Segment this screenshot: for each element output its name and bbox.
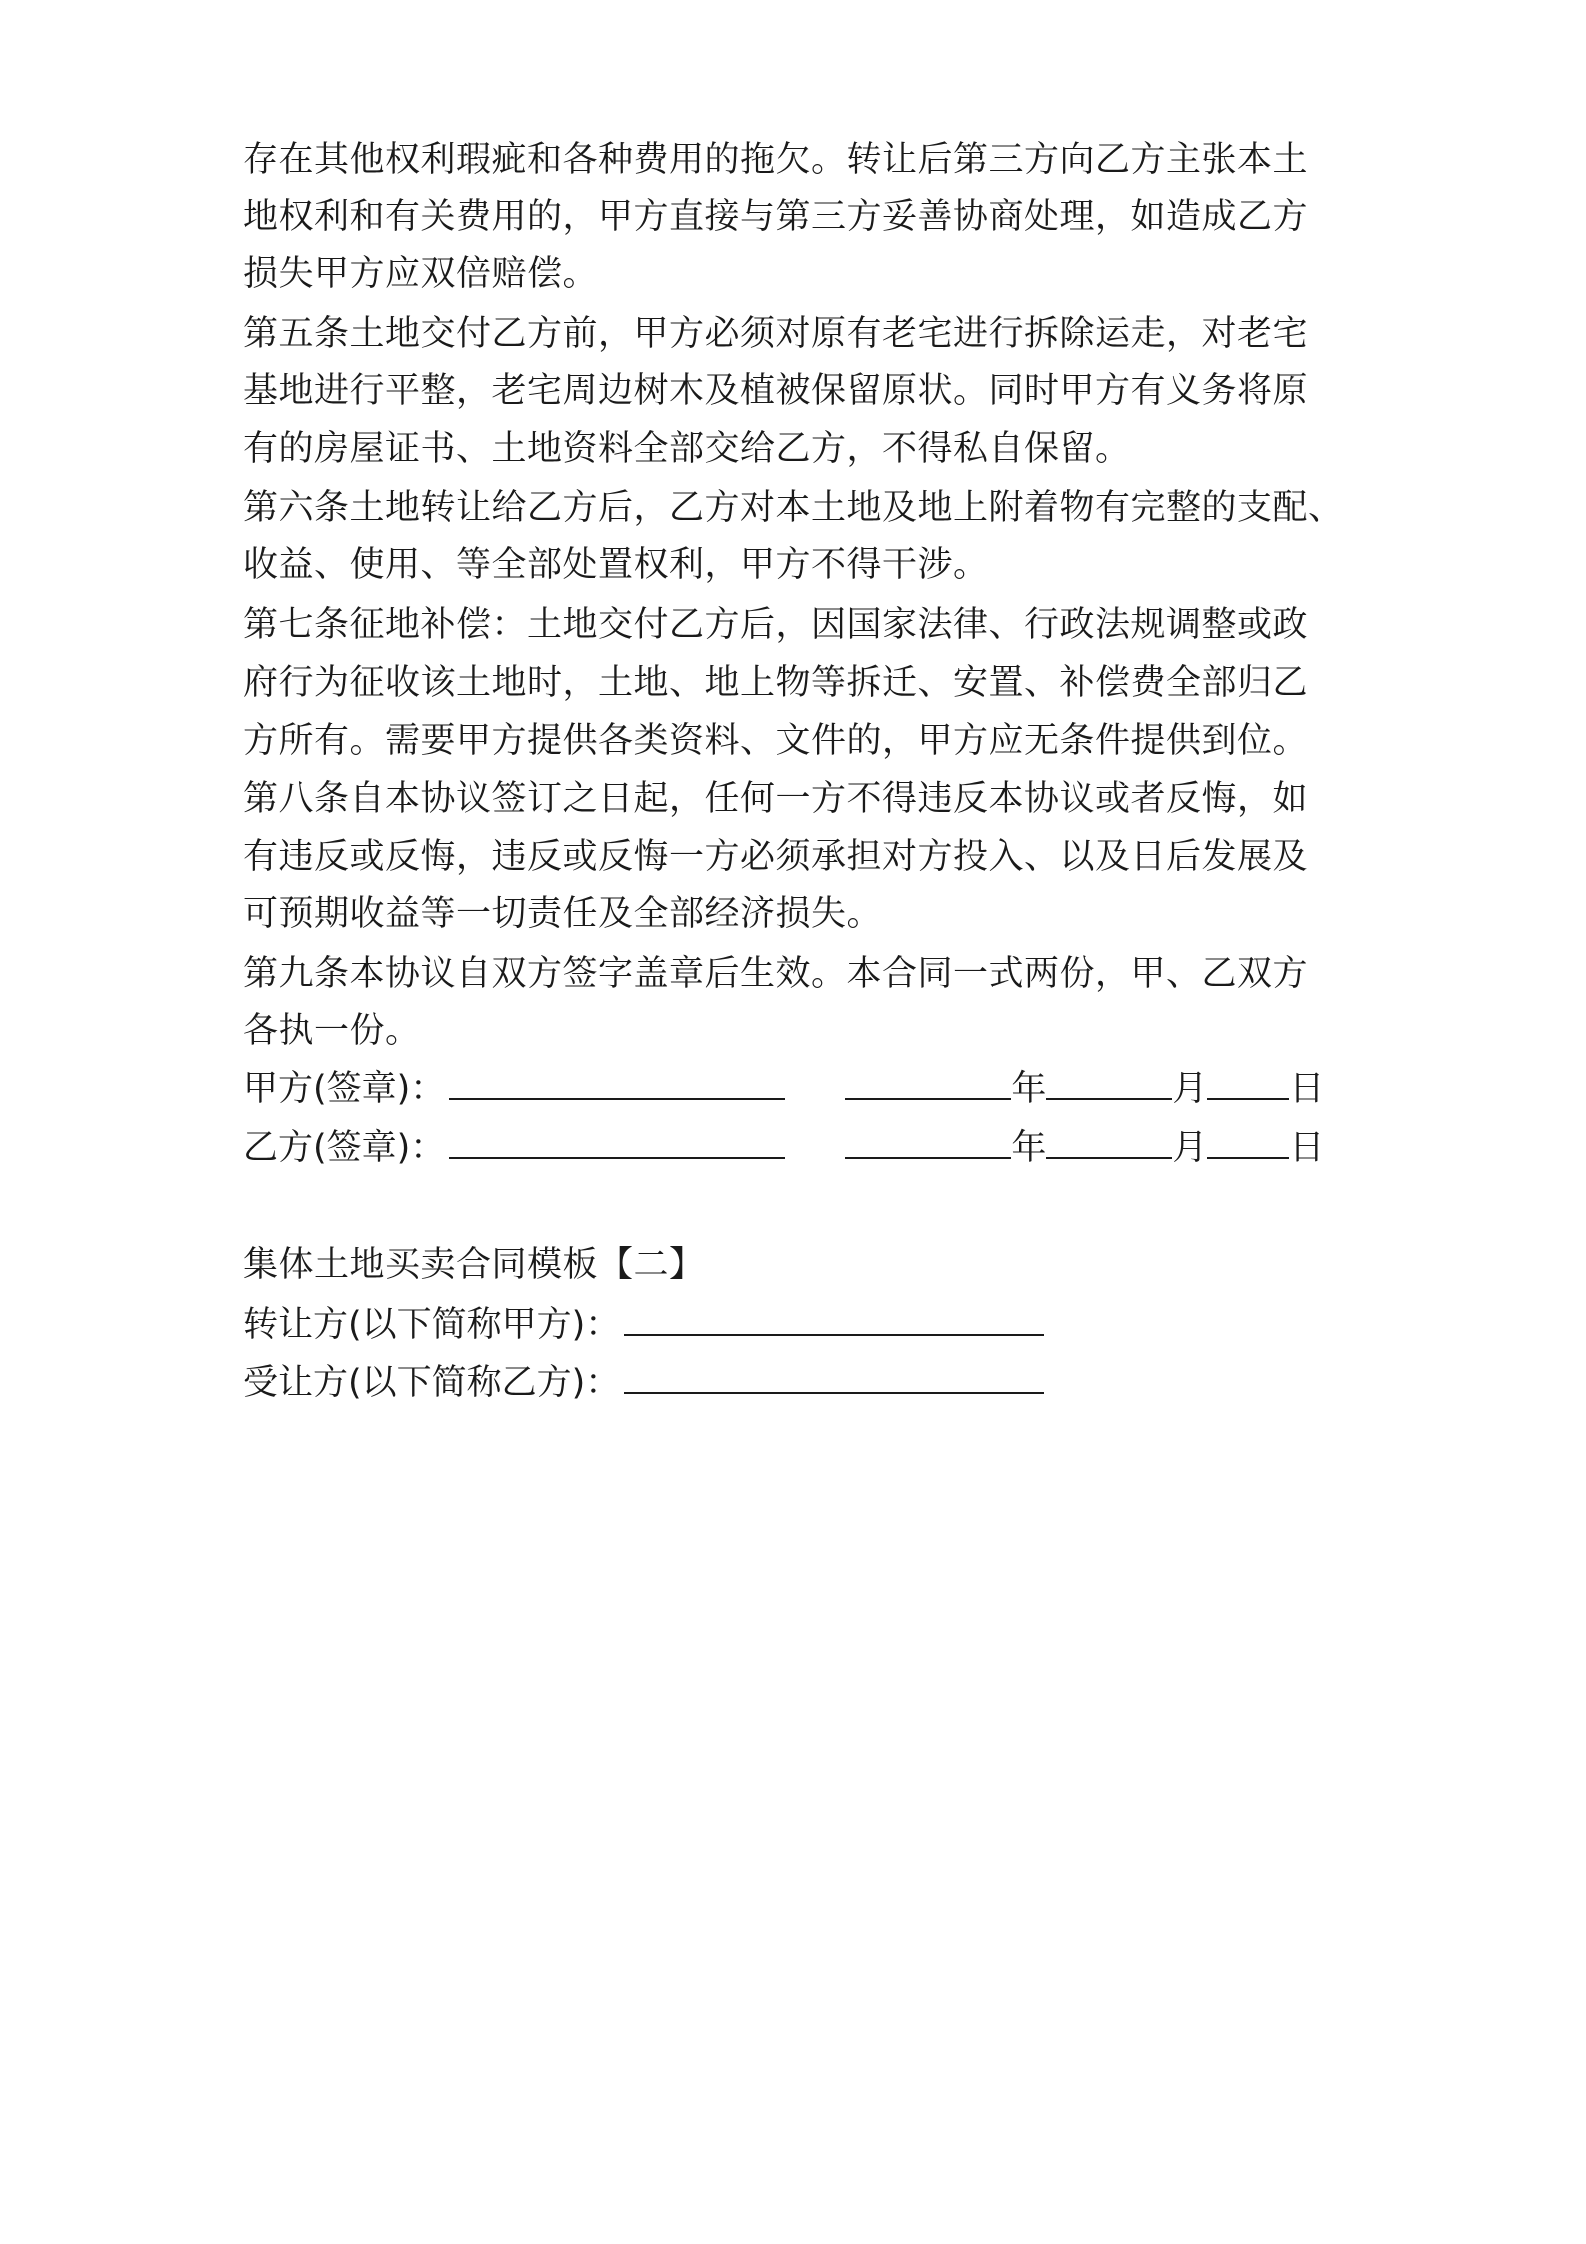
paragraph-line: 基地进行平整，老宅周边树木及植被保留原状。同时甲方有义务将原 [243,371,1309,411]
month-blank[interactable] [1046,1068,1172,1100]
paragraph-line: 有的房屋证书、土地资料全部交给乙方，不得私自保留。 [243,429,1131,469]
signature-blank[interactable] [449,1068,785,1100]
year-label: 年 [1011,1069,1047,1109]
signature-row-party-b [243,1126,1324,1170]
signature-row-party-a [243,1067,1324,1111]
paragraph-line: 地权利和有关费用的，甲方直接与第三方妥善协商处理，如造成乙方 [243,197,1309,237]
day-blank[interactable] [1207,1127,1289,1159]
signature-blank[interactable] [449,1127,785,1159]
party-row-transferee [243,1361,1044,1405]
paragraph-line: 第七条征地补偿：土地交付乙方后，因国家法律、行政法规调整或政 [243,605,1309,645]
month-blank[interactable] [1046,1127,1172,1159]
paragraph-line: 第八条自本协议签订之日起，任何一方不得违反本协议或者反悔，如 [243,779,1309,819]
paragraph-line: 方所有。需要甲方提供各类资料、文件的，甲方应无条件提供到位。 [243,721,1309,761]
party-label: 受让方(以下简称乙方)： [243,1363,621,1403]
party-label: 转让方(以下简称甲方)： [243,1305,621,1345]
year-label: 年 [1011,1128,1047,1168]
paragraph-line: 损失甲方应双倍赔偿。 [243,254,599,294]
day-blank[interactable] [1207,1068,1289,1100]
paragraph-line: 第五条土地交付乙方前，甲方必须对原有老宅进行拆除运走，对老宅 [243,314,1309,354]
paragraph-line: 第九条本协议自双方签字盖章后生效。本合同一式两份，甲、乙双方 [243,954,1309,994]
year-blank[interactable] [845,1127,1011,1159]
party-blank[interactable] [624,1304,1044,1336]
month-label: 月 [1172,1128,1208,1168]
paragraph-line: 各执一份。 [243,1011,421,1051]
section-title: 集体土地买卖合同模板【二】 [243,1245,705,1285]
day-label: 日 [1289,1128,1325,1168]
signature-label: 甲方(签章)： [243,1069,446,1109]
paragraph-line: 存在其他权利瑕疵和各种费用的拖欠。转让后第三方向乙方主张本土 [243,140,1309,180]
signature-label: 乙方(签章)： [243,1128,446,1168]
day-label: 日 [1289,1069,1325,1109]
paragraph-line: 收益、使用、等全部处置权利，甲方不得干涉。 [243,545,989,585]
paragraph-line: 可预期收益等一切责任及全部经济损失。 [243,894,883,934]
party-blank[interactable] [624,1362,1044,1394]
paragraph-line: 有违反或反悔，违反或反悔一方必须承担对方投入、以及日后发展及 [243,837,1309,877]
month-label: 月 [1172,1069,1208,1109]
paragraph-line: 府行为征收该土地时，土地、地上物等拆迁、安置、补偿费全部归乙 [243,663,1309,703]
paragraph-line: 第六条土地转让给乙方后，乙方对本土地及地上附着物有完整的支配、 [243,488,1344,528]
party-row-transferor [243,1303,1044,1347]
year-blank[interactable] [845,1068,1011,1100]
